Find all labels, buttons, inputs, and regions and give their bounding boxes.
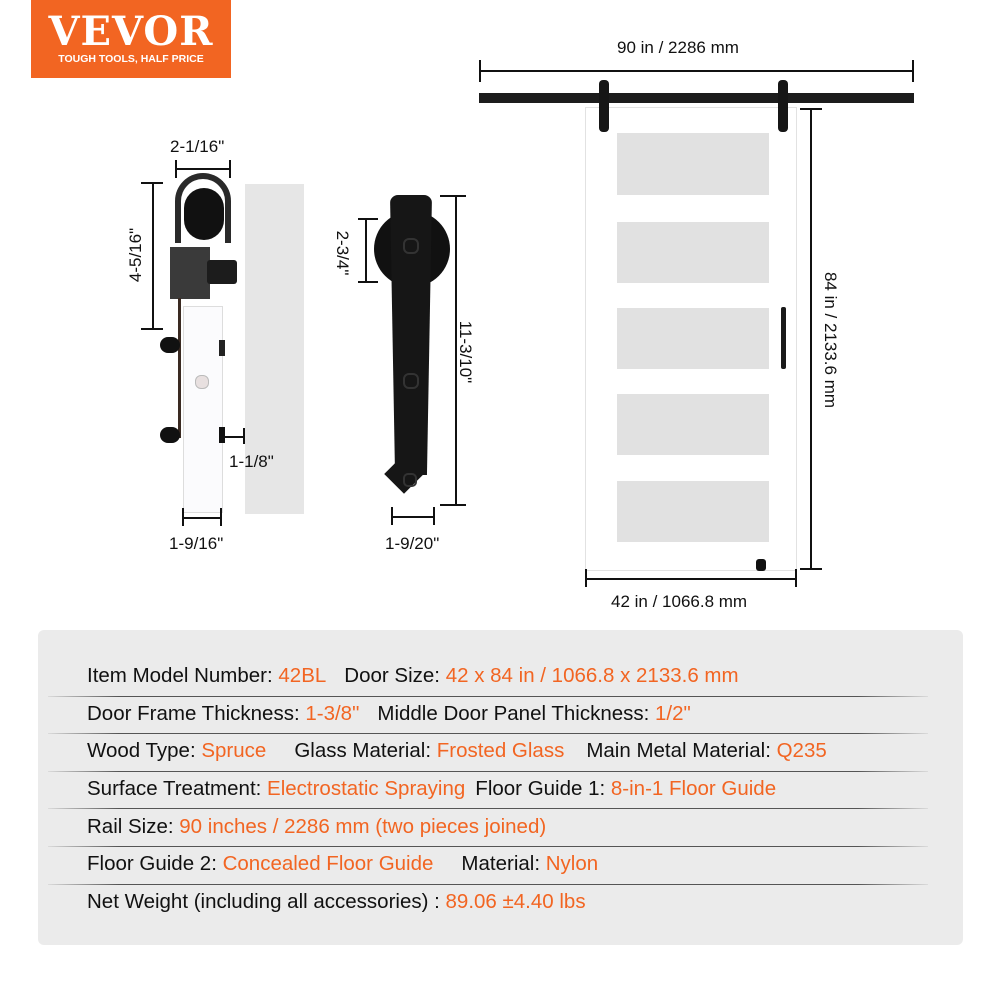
spec-label-glass: Glass Material: — [294, 739, 437, 762]
spec-value-metal: Q235 — [776, 739, 827, 762]
dim-tick — [912, 60, 914, 82]
divider — [48, 846, 928, 847]
door-side-profile — [183, 306, 223, 513]
spec-row-3 — [87, 739, 827, 763]
dim-tick — [391, 507, 393, 525]
spec-value-wood-type: Spruce — [201, 739, 267, 762]
dim-tick — [440, 504, 466, 506]
hanger-right — [778, 80, 788, 132]
dim-strap-length: 11-3/10" — [456, 320, 475, 384]
glass-panel-1 — [617, 133, 769, 195]
dim-tick — [800, 568, 822, 570]
spec-label-frame-thickness: Door Frame Thickness: — [87, 702, 306, 725]
dim-tick — [141, 182, 163, 184]
bracket-block — [170, 247, 210, 299]
spec-row-1 — [87, 664, 739, 688]
dim-door-height: 84 in / 2133.6 mm — [821, 271, 840, 409]
dim-tick — [358, 281, 378, 283]
dim-line — [183, 517, 221, 519]
dim-tick — [433, 507, 435, 525]
spec-label-door-size: Door Size: — [344, 664, 446, 687]
dim-wheel-height: 2-3/4" — [333, 230, 352, 276]
dim-door-width: 42 in / 1066.8 mm — [611, 592, 748, 611]
dim-tick — [479, 60, 481, 82]
bolt — [195, 375, 209, 389]
spec-label-model: Item Model Number: — [87, 664, 279, 687]
dim-hanger-height: 4-5/16" — [126, 227, 145, 283]
spec-value-floor-guide-1: 8-in-1 Floor Guide — [610, 777, 777, 800]
dim-tick — [229, 160, 231, 178]
spec-label-material: Material: — [461, 852, 546, 875]
dim-strap-width: 1-9/20" — [385, 534, 440, 553]
dim-line — [365, 219, 367, 282]
divider — [48, 771, 928, 772]
dim-tick — [141, 328, 163, 330]
dim-tick — [358, 218, 378, 220]
spec-row-7 — [87, 890, 586, 914]
dim-tick — [585, 569, 587, 587]
glass-panel-2 — [617, 222, 769, 283]
hanger-left — [599, 80, 609, 132]
spec-value-net-weight: 89.06 ±4.40 lbs — [445, 890, 586, 913]
divider — [48, 696, 928, 697]
spec-row-6 — [87, 852, 598, 876]
dim-tick — [440, 195, 466, 197]
spec-label-wood-type: Wood Type: — [87, 739, 202, 762]
spec-value-surface: Electrostatic Spraying — [267, 777, 466, 800]
bolt — [403, 473, 417, 487]
door-handle — [781, 307, 786, 369]
dim-tick — [175, 160, 177, 178]
logo-tagline: TOUGH TOOLS, HALF PRICE — [58, 53, 204, 65]
spec-label-floor-guide-2: Floor Guide 2: — [87, 852, 223, 875]
bolt-head — [160, 337, 180, 353]
spec-row-5 — [87, 815, 546, 839]
spec-label-rail-size: Rail Size: — [87, 815, 180, 838]
dim-wall-gap: 1-1/8" — [229, 452, 274, 471]
rail — [479, 93, 914, 103]
divider — [48, 733, 928, 734]
bolt — [403, 238, 419, 254]
dim-line — [480, 70, 913, 72]
spec-label-metal: Main Metal Material: — [586, 739, 777, 762]
strap-edge — [178, 298, 181, 438]
dim-top-width: 2-1/16" — [170, 137, 225, 156]
dim-tick — [220, 508, 222, 526]
spec-label-surface: Surface Treatment: — [87, 777, 268, 800]
spec-value-door-size: 42 x 84 in / 1066.8 x 2133.6 mm — [445, 664, 739, 687]
spec-row-4 — [87, 777, 776, 801]
spec-label-panel-thickness: Middle Door Panel Thickness: — [377, 702, 656, 725]
divider — [48, 884, 928, 885]
dim-line — [152, 183, 154, 330]
dim-rail-length: 90 in / 2286 mm — [617, 38, 739, 57]
spec-row-2 — [87, 702, 691, 726]
spec-value-frame-thickness: 1-3/8" — [305, 702, 360, 725]
spec-label-floor-guide-1: Floor Guide 1: — [475, 777, 611, 800]
spec-value-floor-guide-2: Concealed Floor Guide — [222, 852, 434, 875]
dim-line — [176, 168, 231, 170]
dim-tick — [182, 508, 184, 526]
dim-line — [222, 436, 244, 438]
spec-label-net-weight: Net Weight (including all accessories) : — [87, 890, 446, 913]
glass-panel-5 — [617, 481, 769, 542]
dim-tick — [243, 428, 245, 444]
logo-brand-name: VEVOR — [48, 8, 214, 55]
bolt-end — [219, 427, 225, 443]
dim-line — [586, 578, 796, 580]
dim-tick — [800, 108, 822, 110]
dim-tick — [795, 569, 797, 587]
bracket-knob — [207, 260, 237, 284]
floor-guide — [756, 559, 766, 571]
vevor-logo — [31, 0, 231, 78]
strap-body — [390, 195, 432, 475]
bolt-head — [160, 427, 180, 443]
spec-value-rail-size: 90 inches / 2286 mm (two pieces joined) — [179, 815, 547, 838]
dim-line — [392, 516, 434, 518]
dim-door-thickness: 1-9/16" — [169, 534, 224, 553]
spec-value-model: 42BL — [278, 664, 327, 687]
glass-panel-4 — [617, 394, 769, 455]
bolt-end — [219, 340, 225, 356]
spec-value-glass: Frosted Glass — [436, 739, 565, 762]
bolt — [403, 373, 419, 389]
spec-value-material: Nylon — [545, 852, 599, 875]
glass-panel-3 — [617, 308, 769, 369]
dim-line — [810, 109, 812, 569]
spec-value-panel-thickness: 1/2" — [655, 702, 691, 725]
divider — [48, 808, 928, 809]
wheel — [184, 188, 224, 240]
